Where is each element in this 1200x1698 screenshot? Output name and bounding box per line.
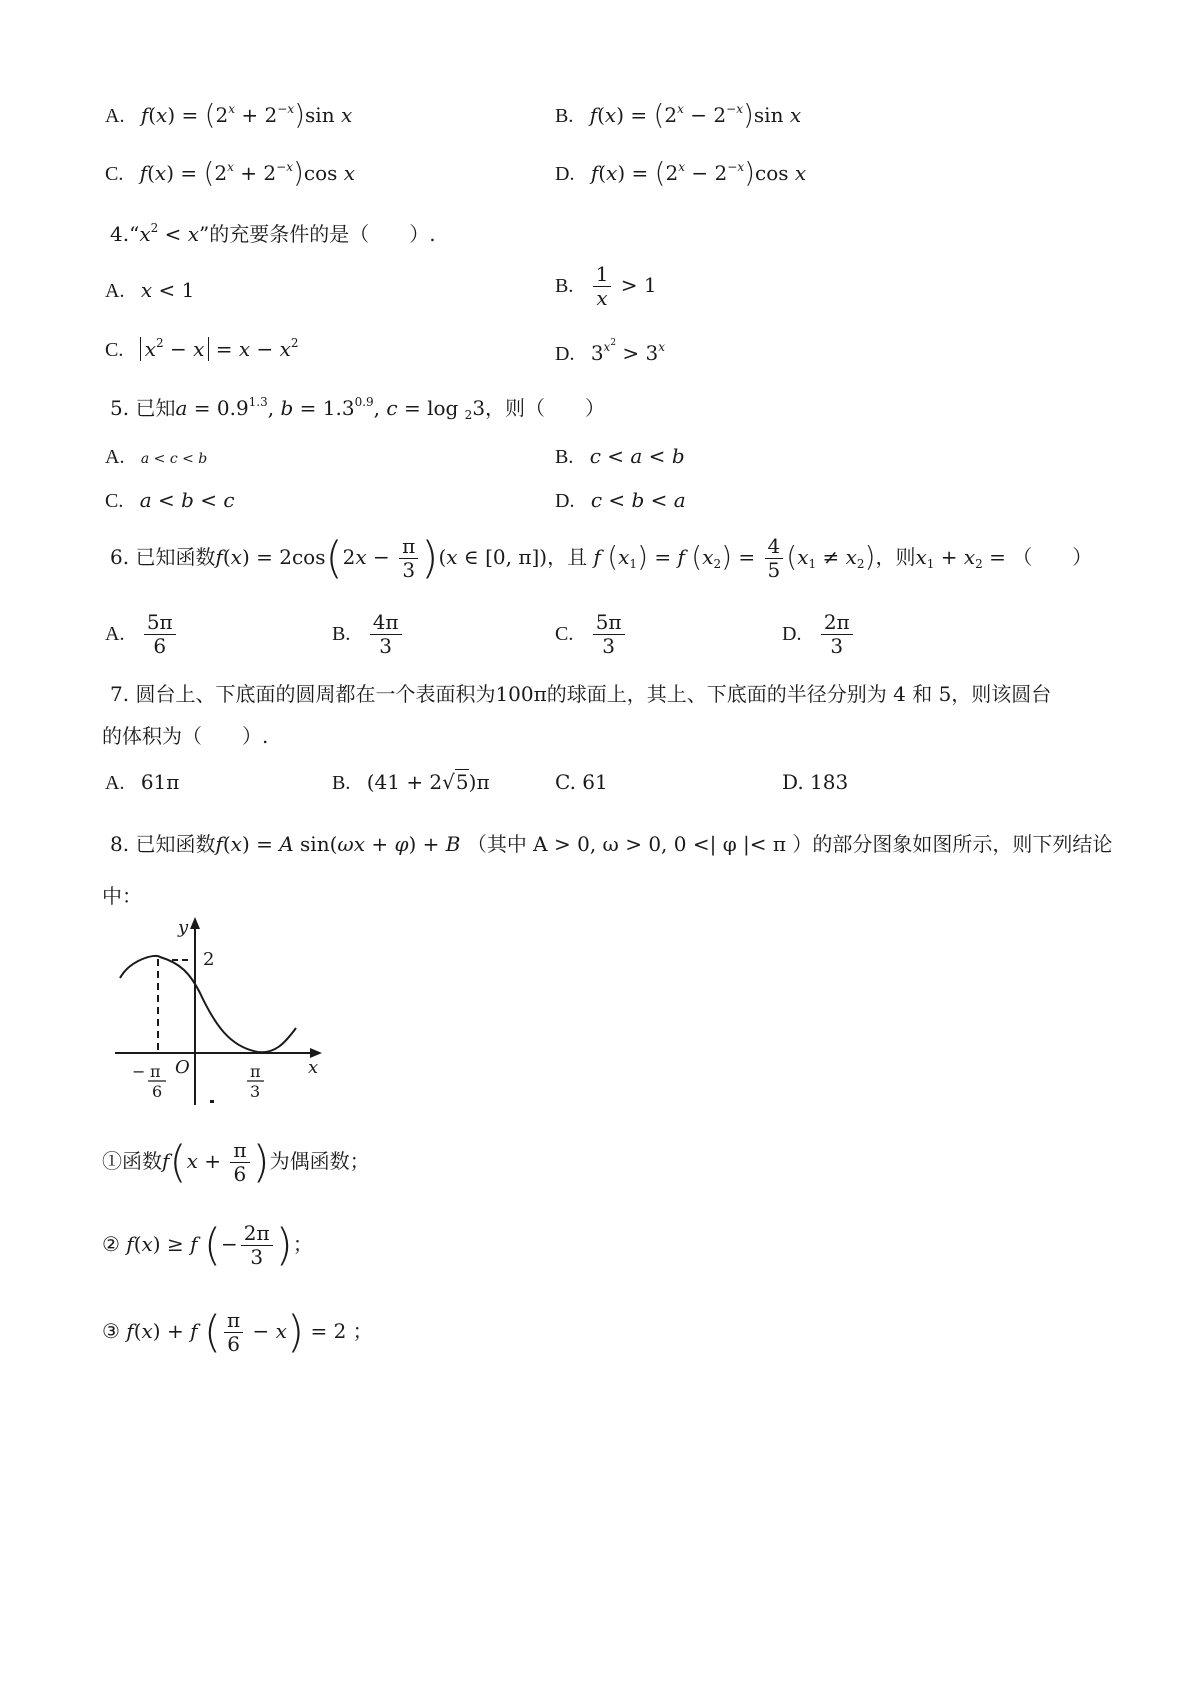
q4-option-a[interactable] bbox=[105, 278, 194, 303]
svg-text:3: 3 bbox=[250, 1082, 261, 1101]
q6-function-def: f(x) = 2cos(2x − $\frac{\pi}{3}$ )(x ∈ [0, π]) bbox=[215, 532, 548, 584]
q7-option-a-value: 61π bbox=[140, 770, 180, 794]
y-axis-label: y bbox=[178, 917, 189, 938]
question-number: 6. bbox=[110, 545, 130, 569]
statement-1-tail: 为偶函数； bbox=[269, 1149, 370, 1173]
q7-option-c[interactable] bbox=[555, 770, 608, 794]
q7-option-c-text: C. 61 bbox=[555, 770, 608, 794]
q6-answer-paren: （ ） bbox=[1012, 545, 1093, 569]
q4-stem-text: ”的充要条件的是（ ）. bbox=[199, 222, 436, 246]
q5-option-a[interactable] bbox=[105, 444, 207, 469]
q3-option-d[interactable] bbox=[555, 156, 806, 189]
q5-definitions: $a = 0.9^{1.3}$, $b = 1.3^{0.9}$, c = log $_2$3 bbox=[175, 395, 486, 422]
option-label: B. bbox=[555, 105, 574, 127]
q5-option-a-math: a < c < b bbox=[140, 451, 208, 467]
svg-text:6: 6 bbox=[152, 1082, 163, 1101]
question-6-stem bbox=[110, 532, 1093, 584]
x-axis-label: x bbox=[308, 1057, 319, 1078]
q6-option-d-math: $\frac{2\pi}{3}$ bbox=[818, 621, 856, 645]
q4-option-a-math: x < 1 bbox=[140, 278, 195, 302]
q7-option-b[interactable] bbox=[332, 770, 490, 795]
q7-option-b-math: (41 + 2√5)π bbox=[366, 770, 490, 794]
svg-text:π: π bbox=[150, 1062, 161, 1081]
statement-3-tail: = 2 ； bbox=[310, 1319, 373, 1343]
question-number: 5. bbox=[110, 396, 130, 420]
option-label: C. bbox=[105, 163, 124, 185]
q6-option-b[interactable] bbox=[332, 612, 405, 657]
q6-then-text: ，则 bbox=[875, 545, 916, 569]
question-number: 7. bbox=[110, 682, 130, 706]
q7-line-1: 圆台上、下底面的圆周都在一个表面积为100π的球面上，其上、下底面的半径分别为 4 和 5，则该圆台 bbox=[135, 682, 1052, 706]
question-8-stem bbox=[110, 828, 1112, 857]
statement-2-tail: ； bbox=[292, 1232, 313, 1256]
statement-2 bbox=[102, 1219, 313, 1271]
option-label: C. bbox=[555, 623, 574, 645]
q8-known-text: 已知函数 bbox=[135, 832, 216, 856]
q7-option-d-text: D. 183 bbox=[782, 770, 849, 794]
statement-1 bbox=[102, 1136, 370, 1188]
function-graph bbox=[110, 915, 340, 1115]
peak-value-label: 2 bbox=[203, 949, 215, 970]
option-label: D. bbox=[555, 163, 575, 185]
q8-function-def: f(x) = A sin(ωx + φ) + B bbox=[215, 832, 461, 856]
quote-open: “ bbox=[129, 222, 140, 246]
q3-option-c[interactable] bbox=[105, 156, 355, 189]
option-label: D. bbox=[782, 623, 802, 645]
question-number: 8. bbox=[110, 832, 130, 856]
statement-3 bbox=[102, 1306, 373, 1358]
option-label: A. bbox=[105, 772, 125, 794]
question-7-stem-line2 bbox=[102, 720, 268, 749]
option-label: D. bbox=[555, 343, 575, 365]
question-7-stem bbox=[110, 678, 1051, 707]
q5-option-b-math: c < a < b bbox=[589, 444, 685, 468]
q6-option-d[interactable] bbox=[782, 612, 856, 657]
q3-option-d-math: $f(x) = (2^x - 2^{-x})\cos$ x bbox=[590, 156, 807, 189]
q4-option-d[interactable] bbox=[555, 338, 665, 366]
q5-option-c-math: a < b < c bbox=[139, 488, 235, 512]
statement-2-math: f(x) ≥ f (− $\frac{2\pi}{3}$ ) bbox=[126, 1219, 293, 1271]
statement-1-math: f(x + $\frac{\pi}{6}$ ) bbox=[162, 1136, 270, 1188]
svg-text:−: − bbox=[132, 1062, 146, 1081]
neg-tick-label bbox=[132, 1062, 166, 1101]
option-label: C. bbox=[105, 339, 124, 361]
q6-option-c-math: $\frac{5\pi}{3}$ bbox=[590, 621, 628, 645]
pos-tick-label bbox=[247, 1062, 264, 1101]
q3-option-b-math: $f(x) = (2^x - 2^{-x})\sin$ x bbox=[589, 98, 802, 131]
q6-option-a[interactable] bbox=[105, 612, 179, 657]
y-axis-arrow bbox=[190, 917, 200, 929]
q4-option-c[interactable] bbox=[105, 336, 299, 362]
svg-text:π: π bbox=[250, 1062, 261, 1081]
statement-2-label: ② bbox=[102, 1232, 120, 1256]
origin-label: O bbox=[175, 1057, 190, 1078]
q3-option-a[interactable] bbox=[105, 98, 352, 131]
option-label: A. bbox=[105, 105, 125, 127]
option-label: C. bbox=[105, 490, 124, 512]
q5-option-d-math: c < b < a bbox=[590, 488, 686, 512]
q4-inequality: $x^2 < x$ bbox=[139, 221, 200, 246]
q4-option-b[interactable] bbox=[555, 264, 657, 309]
statement-3-math: f(x) + f ( $\frac{\pi}{6}$ − x) bbox=[126, 1306, 305, 1358]
q4-option-c-math: $x^2 - x = x - x^2$ bbox=[140, 337, 299, 361]
option-label: B. bbox=[555, 446, 574, 468]
q6-known-text: 已知函数 bbox=[135, 545, 216, 569]
question-number: 4. bbox=[110, 222, 130, 246]
option-label: A. bbox=[105, 623, 125, 645]
q5-known-text: 已知 bbox=[135, 396, 176, 420]
q8-condition-text: （其中 A > 0, ω > 0, 0 <| φ |< π ）的部分图象如图所示，则下列结论 bbox=[466, 832, 1113, 856]
q5-option-b[interactable] bbox=[555, 444, 685, 469]
q3-option-b[interactable] bbox=[555, 98, 801, 131]
statement-1-label: ①函数 bbox=[102, 1149, 162, 1173]
option-label: B. bbox=[332, 772, 351, 794]
q6-option-a-math: $\frac{5\pi}{6}$ bbox=[141, 621, 179, 645]
q6-and-text: ，且 bbox=[547, 545, 588, 569]
q7-option-a[interactable] bbox=[105, 770, 179, 795]
q7-option-d[interactable] bbox=[782, 770, 848, 794]
sine-curve bbox=[120, 956, 296, 1052]
statement-3-label: ③ bbox=[102, 1319, 120, 1343]
q4-option-b-math: $\frac{1}{x}$ > 1 bbox=[590, 273, 657, 297]
q6-sum: $x_1 + x_2$ = bbox=[915, 545, 1013, 571]
q6-condition: f $(x_1) = f$ $(x_2)$ = $\frac{4}{5}$ $(x_1 \ne x_2)$ bbox=[593, 534, 876, 582]
option-label: B. bbox=[332, 623, 351, 645]
q5-stem-tail: ，则（ ） bbox=[485, 396, 606, 420]
q5-option-c[interactable] bbox=[105, 488, 235, 513]
question-5-stem bbox=[110, 392, 605, 422]
option-label: A. bbox=[105, 446, 125, 468]
question-4-stem bbox=[110, 218, 436, 247]
q3-option-c-math: $f(x) = (2^x + 2^{-x})\cos$ x bbox=[139, 156, 356, 189]
question-8-stem-line2 bbox=[102, 880, 142, 909]
q5-option-d[interactable] bbox=[555, 488, 686, 513]
q4-option-d-math: $3^{x^2} > 3^x$ bbox=[590, 338, 666, 365]
stray-mark bbox=[210, 1100, 214, 1103]
option-label: D. bbox=[555, 490, 575, 512]
q6-option-c[interactable] bbox=[555, 612, 628, 657]
option-label: B. bbox=[555, 275, 574, 297]
option-label: A. bbox=[105, 280, 125, 302]
q6-option-b-math: $\frac{4\pi}{3}$ bbox=[367, 621, 405, 645]
q7-line-2: 的体积为（ ）. bbox=[102, 724, 269, 748]
q8-line-2: 中： bbox=[102, 884, 142, 908]
q3-option-a-math: $f(x) = (2^x + 2^{-x})\sin$ x bbox=[140, 98, 353, 131]
